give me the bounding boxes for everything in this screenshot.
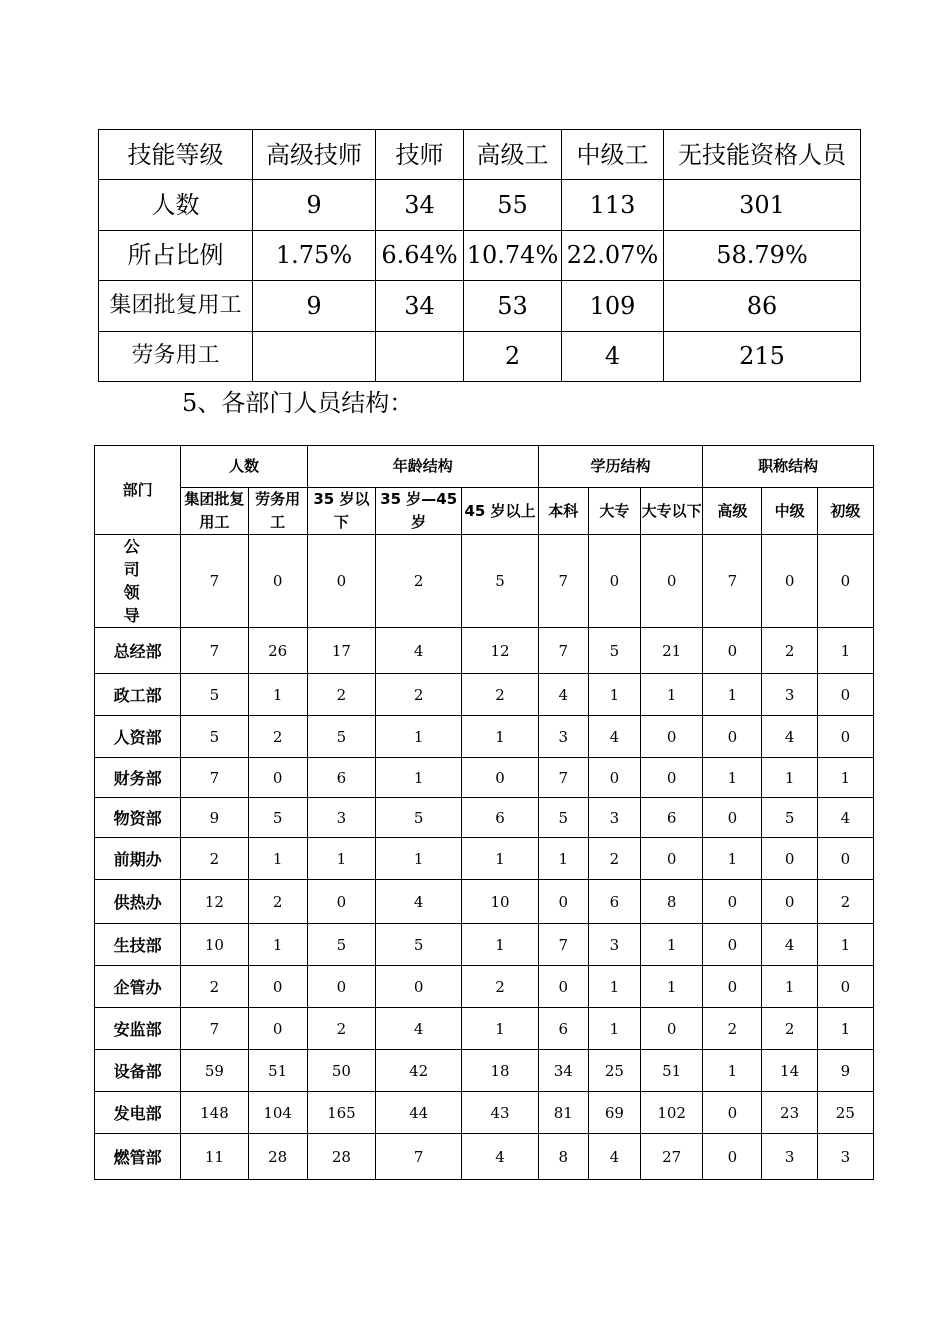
dept-value-cell: 6 xyxy=(641,798,703,838)
dept-value-cell: 6 xyxy=(307,758,375,798)
dept-value-cell: 6 xyxy=(588,880,640,924)
dept-value-cell: 4 xyxy=(376,1008,462,1050)
dept-value-cell: 5 xyxy=(762,798,817,838)
dept-value-cell: 12 xyxy=(462,628,538,674)
dept-value-cell: 2 xyxy=(307,1008,375,1050)
sub-header-cell: 大专 xyxy=(588,488,640,535)
dept-value-cell: 5 xyxy=(538,798,588,838)
dept-value-cell: 0 xyxy=(248,1008,307,1050)
skill-row-label: 人数 xyxy=(99,180,253,230)
dept-row xyxy=(95,1008,874,1050)
dept-value-cell: 8 xyxy=(641,880,703,924)
dept-value-cell: 0 xyxy=(817,716,873,758)
dept-value-cell: 7 xyxy=(181,758,248,798)
dept-value-cell: 4 xyxy=(588,716,640,758)
dept-value-cell: 7 xyxy=(181,1008,248,1050)
dept-value-cell: 0 xyxy=(248,535,307,628)
dept-value-cell: 2 xyxy=(376,674,462,716)
dept-value-cell: 5 xyxy=(307,924,375,966)
dept-value-cell: 0 xyxy=(762,838,817,880)
dept-value-cell: 0 xyxy=(703,716,762,758)
dept-row xyxy=(95,838,874,880)
dept-value-cell: 4 xyxy=(817,798,873,838)
skill-level-table xyxy=(98,129,861,382)
dept-value-cell: 1 xyxy=(641,674,703,716)
skill-cell: 1.75% xyxy=(253,230,376,280)
dept-value-cell: 1 xyxy=(703,758,762,798)
dept-value-cell: 34 xyxy=(538,1050,588,1092)
dept-value-cell: 1 xyxy=(588,966,640,1008)
dept-value-cell: 2 xyxy=(462,966,538,1008)
skill-row-label: 劳务用工 xyxy=(99,331,253,381)
dept-name-cell: 物资部 xyxy=(95,798,181,838)
dept-value-cell: 27 xyxy=(641,1134,703,1180)
dept-value-cell: 4 xyxy=(588,1134,640,1180)
dept-value-cell: 0 xyxy=(641,1008,703,1050)
dept-row xyxy=(95,716,874,758)
dept-table-body xyxy=(95,535,874,1180)
dept-value-cell: 10 xyxy=(462,880,538,924)
education-structure-header: 学历结构 xyxy=(538,446,703,488)
dept-value-cell: 4 xyxy=(462,1134,538,1180)
dept-value-cell: 1 xyxy=(703,1050,762,1092)
dept-value-cell: 1 xyxy=(703,674,762,716)
dept-value-cell: 2 xyxy=(762,1008,817,1050)
dept-value-cell: 21 xyxy=(641,628,703,674)
dept-value-cell: 0 xyxy=(588,758,640,798)
skill-header-cell: 无技能资格人员 xyxy=(664,130,861,180)
title-structure-header: 职称结构 xyxy=(703,446,874,488)
dept-value-cell: 1 xyxy=(703,838,762,880)
sub-header-cell: 本科 xyxy=(538,488,588,535)
dept-value-cell: 1 xyxy=(641,966,703,1008)
skill-row xyxy=(99,331,861,381)
dept-value-cell: 0 xyxy=(703,1092,762,1134)
dept-name-cell: 前期办 xyxy=(95,838,181,880)
dept-value-cell: 51 xyxy=(248,1050,307,1092)
dept-value-cell: 0 xyxy=(641,716,703,758)
sub-header-cell: 高级 xyxy=(703,488,762,535)
skill-cell: 10.74% xyxy=(464,230,562,280)
skill-cell: 22.07% xyxy=(562,230,664,280)
dept-value-cell: 2 xyxy=(762,628,817,674)
dept-value-cell: 0 xyxy=(817,535,873,628)
section-heading: 5、各部门人员结构： xyxy=(182,389,414,417)
dept-name-cell: 设备部 xyxy=(95,1050,181,1092)
dept-value-cell: 3 xyxy=(538,716,588,758)
dept-value-cell: 1 xyxy=(376,758,462,798)
dept-value-cell: 10 xyxy=(181,924,248,966)
dept-value-cell: 2 xyxy=(703,1008,762,1050)
skill-header-cell: 技能等级 xyxy=(99,130,253,180)
dept-value-cell: 5 xyxy=(462,535,538,628)
dept-value-cell: 0 xyxy=(703,966,762,1008)
skill-row xyxy=(99,281,861,331)
dept-name-cell: 总经部 xyxy=(95,628,181,674)
dept-value-cell: 2 xyxy=(307,674,375,716)
dept-value-cell: 1 xyxy=(248,924,307,966)
dept-value-cell: 1 xyxy=(462,716,538,758)
dept-value-cell: 1 xyxy=(462,1008,538,1050)
dept-value-cell: 25 xyxy=(817,1092,873,1134)
dept-value-cell: 5 xyxy=(181,716,248,758)
dept-value-cell: 81 xyxy=(538,1092,588,1134)
skill-cell: 109 xyxy=(562,281,664,331)
dept-value-cell: 17 xyxy=(307,628,375,674)
age-structure-header: 年龄结构 xyxy=(307,446,538,488)
dept-value-cell: 69 xyxy=(588,1092,640,1134)
headcount-header: 人数 xyxy=(181,446,307,488)
dept-value-cell: 2 xyxy=(376,535,462,628)
dept-value-cell: 0 xyxy=(762,880,817,924)
dept-value-cell: 3 xyxy=(817,1134,873,1180)
dept-value-cell: 3 xyxy=(307,798,375,838)
skill-cell: 53 xyxy=(464,281,562,331)
dept-name-cell: 安监部 xyxy=(95,1008,181,1050)
dept-value-cell: 1 xyxy=(588,1008,640,1050)
dept-value-cell: 7 xyxy=(703,535,762,628)
dept-value-cell: 23 xyxy=(762,1092,817,1134)
skill-header-cell: 技师 xyxy=(376,130,464,180)
dept-name-cell: 公司领导 xyxy=(95,535,181,628)
dept-value-cell: 26 xyxy=(248,628,307,674)
department-structure-table xyxy=(94,445,874,1180)
dept-row xyxy=(95,535,874,628)
dept-value-cell: 3 xyxy=(762,674,817,716)
dept-value-cell: 44 xyxy=(376,1092,462,1134)
dept-value-cell: 1 xyxy=(538,838,588,880)
skill-cell: 34 xyxy=(376,281,464,331)
sub-header-cell: 集团批复用工 xyxy=(181,488,248,535)
dept-value-cell: 102 xyxy=(641,1092,703,1134)
skill-row-label: 集团批复用工 xyxy=(99,281,253,331)
dept-value-cell: 0 xyxy=(703,628,762,674)
dept-header: 部门 xyxy=(95,446,181,535)
dept-value-cell: 0 xyxy=(641,838,703,880)
dept-value-cell: 18 xyxy=(462,1050,538,1092)
dept-name-cell: 人资部 xyxy=(95,716,181,758)
sub-header-cell: 大专以下 xyxy=(641,488,703,535)
dept-value-cell: 28 xyxy=(248,1134,307,1180)
dept-name-cell: 燃管部 xyxy=(95,1134,181,1180)
dept-name-cell: 企管办 xyxy=(95,966,181,1008)
dept-value-cell: 1 xyxy=(817,1008,873,1050)
dept-value-cell: 5 xyxy=(376,798,462,838)
dept-value-cell: 0 xyxy=(703,924,762,966)
dept-value-cell: 0 xyxy=(762,535,817,628)
dept-value-cell: 0 xyxy=(307,880,375,924)
dept-value-cell: 12 xyxy=(181,880,248,924)
dept-row xyxy=(95,1050,874,1092)
skill-cell: 6.64% xyxy=(376,230,464,280)
dept-row xyxy=(95,924,874,966)
dept-value-cell: 0 xyxy=(307,966,375,1008)
dept-value-cell: 1 xyxy=(817,758,873,798)
dept-value-cell: 7 xyxy=(538,535,588,628)
skill-cell: 34 xyxy=(376,180,464,230)
dept-value-cell: 0 xyxy=(703,1134,762,1180)
dept-value-cell: 8 xyxy=(538,1134,588,1180)
dept-value-cell: 5 xyxy=(307,716,375,758)
dept-value-cell: 1 xyxy=(762,758,817,798)
dept-row xyxy=(95,880,874,924)
dept-value-cell: 0 xyxy=(703,880,762,924)
skill-cell: 9 xyxy=(253,180,376,230)
sub-header-cell: 45 岁以上 xyxy=(462,488,538,535)
dept-value-cell: 1 xyxy=(588,674,640,716)
skill-cell: 55 xyxy=(464,180,562,230)
dept-value-cell: 4 xyxy=(762,924,817,966)
skill-cell: 4 xyxy=(562,331,664,381)
dept-name-cell: 生技部 xyxy=(95,924,181,966)
dept-value-cell: 0 xyxy=(641,535,703,628)
dept-value-cell: 3 xyxy=(588,924,640,966)
dept-value-cell: 7 xyxy=(538,628,588,674)
dept-value-cell: 7 xyxy=(181,628,248,674)
skill-cell: 58.79% xyxy=(664,230,861,280)
dept-value-cell: 5 xyxy=(181,674,248,716)
dept-value-cell: 0 xyxy=(588,535,640,628)
skill-header-cell: 中级工 xyxy=(562,130,664,180)
dept-value-cell: 0 xyxy=(538,966,588,1008)
dept-name-cell: 政工部 xyxy=(95,674,181,716)
dept-value-cell: 6 xyxy=(538,1008,588,1050)
dept-value-cell: 0 xyxy=(817,838,873,880)
dept-value-cell: 1 xyxy=(817,628,873,674)
dept-value-cell: 165 xyxy=(307,1092,375,1134)
dept-value-cell: 1 xyxy=(376,838,462,880)
dept-value-cell: 148 xyxy=(181,1092,248,1134)
dept-value-cell: 2 xyxy=(588,838,640,880)
sub-header-cell: 初级 xyxy=(817,488,873,535)
dept-value-cell: 6 xyxy=(462,798,538,838)
skill-header-row xyxy=(99,130,861,180)
dept-value-cell: 4 xyxy=(376,880,462,924)
dept-row xyxy=(95,798,874,838)
dept-value-cell: 9 xyxy=(817,1050,873,1092)
skill-cell: 86 xyxy=(664,281,861,331)
dept-value-cell: 50 xyxy=(307,1050,375,1092)
dept-value-cell: 4 xyxy=(376,628,462,674)
dept-value-cell: 1 xyxy=(376,716,462,758)
dept-value-cell: 2 xyxy=(817,880,873,924)
dept-value-cell: 0 xyxy=(307,535,375,628)
dept-row xyxy=(95,758,874,798)
dept-value-cell: 7 xyxy=(538,924,588,966)
dept-value-cell: 0 xyxy=(538,880,588,924)
dept-value-cell: 2 xyxy=(181,838,248,880)
dept-value-cell: 4 xyxy=(538,674,588,716)
dept-value-cell: 2 xyxy=(462,674,538,716)
dept-value-cell: 25 xyxy=(588,1050,640,1092)
dept-row xyxy=(95,966,874,1008)
dept-value-cell: 0 xyxy=(817,966,873,1008)
dept-row xyxy=(95,1134,874,1180)
dept-value-cell: 43 xyxy=(462,1092,538,1134)
sub-header-cell: 35 岁—45 岁 xyxy=(376,488,462,535)
dept-value-cell: 42 xyxy=(376,1050,462,1092)
sub-header-cell: 中级 xyxy=(762,488,817,535)
skill-cell xyxy=(253,331,376,381)
skill-cell xyxy=(376,331,464,381)
dept-value-cell: 2 xyxy=(248,880,307,924)
skill-header-cell: 高级工 xyxy=(464,130,562,180)
dept-value-cell: 2 xyxy=(181,966,248,1008)
dept-value-cell: 59 xyxy=(181,1050,248,1092)
dept-value-cell: 1 xyxy=(462,838,538,880)
dept-value-cell: 7 xyxy=(376,1134,462,1180)
dept-value-cell: 0 xyxy=(817,674,873,716)
dept-value-cell: 0 xyxy=(462,758,538,798)
dept-value-cell: 0 xyxy=(703,798,762,838)
skill-header-cell: 高级技师 xyxy=(253,130,376,180)
dept-value-cell: 1 xyxy=(817,924,873,966)
dept-value-cell: 0 xyxy=(376,966,462,1008)
skill-cell: 215 xyxy=(664,331,861,381)
dept-name-cell: 供热办 xyxy=(95,880,181,924)
dept-value-cell: 2 xyxy=(248,716,307,758)
skill-cell: 301 xyxy=(664,180,861,230)
dept-value-cell: 51 xyxy=(641,1050,703,1092)
dept-value-cell: 5 xyxy=(376,924,462,966)
dept-value-cell: 4 xyxy=(762,716,817,758)
dept-value-cell: 9 xyxy=(181,798,248,838)
dept-row xyxy=(95,674,874,716)
sub-header-cell: 劳务用工 xyxy=(248,488,307,535)
dept-value-cell: 14 xyxy=(762,1050,817,1092)
skill-row xyxy=(99,180,861,230)
skill-row xyxy=(99,230,861,280)
dept-name-cell: 发电部 xyxy=(95,1092,181,1134)
dept-value-cell: 1 xyxy=(762,966,817,1008)
dept-value-cell: 1 xyxy=(248,838,307,880)
dept-row xyxy=(95,628,874,674)
dept-value-cell: 5 xyxy=(248,798,307,838)
dept-value-cell: 11 xyxy=(181,1134,248,1180)
sub-header-row xyxy=(95,488,874,535)
dept-value-cell: 5 xyxy=(588,628,640,674)
dept-value-cell: 0 xyxy=(641,758,703,798)
dept-value-cell: 7 xyxy=(538,758,588,798)
dept-value-cell: 0 xyxy=(248,966,307,1008)
dept-row xyxy=(95,1092,874,1134)
dept-value-cell: 3 xyxy=(588,798,640,838)
skill-cell: 9 xyxy=(253,281,376,331)
dept-name-cell: 财务部 xyxy=(95,758,181,798)
dept-value-cell: 1 xyxy=(462,924,538,966)
dept-value-cell: 28 xyxy=(307,1134,375,1180)
group-header-row xyxy=(95,446,874,488)
dept-value-cell: 1 xyxy=(307,838,375,880)
skill-cell: 113 xyxy=(562,180,664,230)
dept-value-cell: 3 xyxy=(762,1134,817,1180)
dept-value-cell: 1 xyxy=(641,924,703,966)
dept-value-cell: 104 xyxy=(248,1092,307,1134)
skill-row-label: 所占比例 xyxy=(99,230,253,280)
skill-cell: 2 xyxy=(464,331,562,381)
dept-value-cell: 0 xyxy=(248,758,307,798)
dept-value-cell: 7 xyxy=(181,535,248,628)
dept-value-cell: 1 xyxy=(248,674,307,716)
sub-header-cell: 35 岁以下 xyxy=(307,488,375,535)
